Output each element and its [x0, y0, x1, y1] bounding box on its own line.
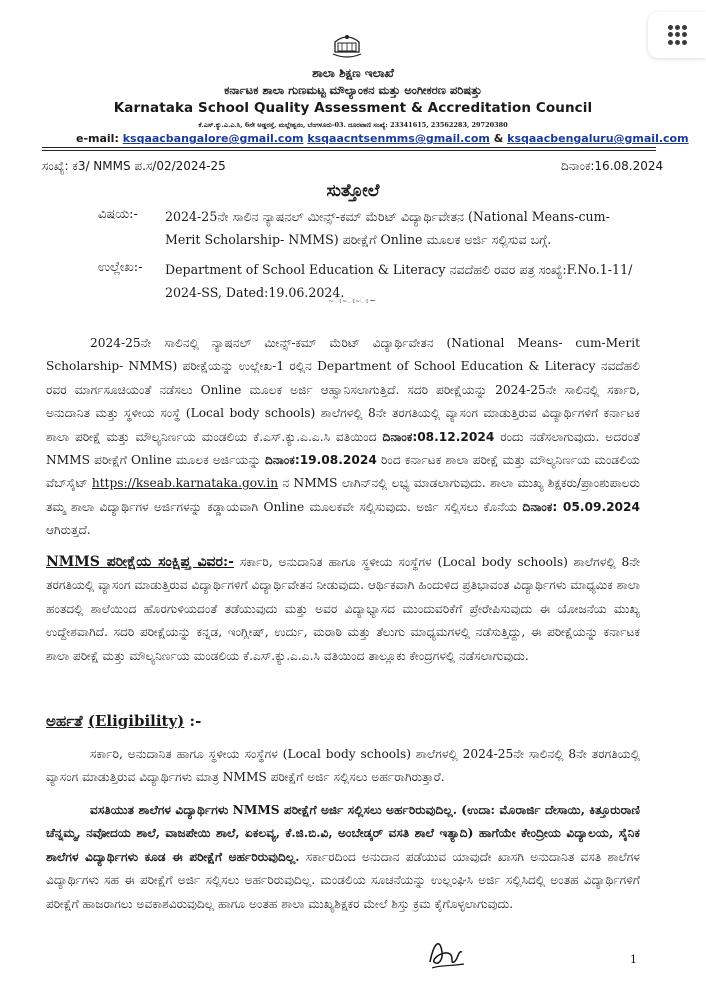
email-label: e-mail: [76, 132, 119, 145]
para1-text-2: ರಂದು ನಡೆಸಲಾಗುವುದು. ಅದರಂತೆ NMMS ಪರೀಕ್ಷೆಗೆ Online ಮೂಲಕ ಅರ್ಜಿಯನ್ನು [46, 429, 641, 468]
para1-text-1: 2024-25ನೇ ಸಾಲಿನಲ್ಲಿ ನ್ಯಾಷನಲ್ ಮೀನ್ಸ್-ಕಮ್ ಮೆರಿಟ್ ವಿದ್ಯಾರ್ಥಿವೇತನ (National Means- cum-Merit Scholarship- NMMS) ಪರೀಕ್ಷೆಯನ್ನು ಉಲ್ಲೇಖ-1 ರಲ್ಲಿನ Department of School Education & Literacy ನವದೆಹಲಿ ರವರ ಮಾರ್ಗಸೂಚಿಯಂತೆ ನಡೆಸಲು Online ಮೂಲಕ ಅರ್ಜಿ ಆಹ್ವಾನಿಸಲಾಗುತ್ತಿದೆ. ಸದರಿ ಪರೀಕ್ಷೆಯನ್ನು 2024-25ನೇ ಸಾಲಿನಲ್ಲಿ ಸರ್ಕಾರಿ, ಅನುದಾನಿತ ಮತ್ತು ಸ್ಥಳೀಯ ಸಂಸ್ಥೆ (Local body schools) ಶಾಲೆಗಳಲ್ಲಿ 8ನೇ ತರಗತಿಯಲ್ಲಿ ವ್ಯಾಸಂಗ ಮಾಡುತ್ತಿರುವ ವಿದ್ಯಾರ್ಥಿಗಳಿಗೆ ಕರ್ನಾಟಕ ಶಾಲಾ ಪರೀಕ್ಷೆ ಮತ್ತು ಮೌಲ್ಯನಿರ್ಣಯ ಮಂಡಲಿಯ ಕೆ.ಎಸ್.ಕ್ಯು.ಎ.ಎ.ಸಿ ವತಿಯಿಂದ [46, 336, 640, 444]
council-name-english: Karnataka School Quality Assessment & Accreditation Council [113, 100, 593, 116]
paragraph-nmms-summary [46, 551, 640, 668]
email-link-2[interactable]: ksqaacntsenmms@gmail.com [307, 132, 490, 145]
circular-heading: ಸುತ್ತೋಲೆ [326, 181, 380, 201]
website-link[interactable]: https://kseab.karnataka.gov.in [91, 476, 279, 491]
reference-text: Department of School Education & Literacy ನವದೆಹಲಿ ರವರ ಪತ್ರ ಸಂಖ್ಯೆ:F.No.1-11/ 2024-SS, Dated:19.06.2024. [165, 262, 633, 300]
paragraph-ineligibility [46, 799, 640, 916]
government-seal-icon [329, 30, 365, 64]
page-menu-button[interactable] [648, 12, 706, 58]
para1-text-3: ರಿಂದ ಕರ್ನಾಟಕ ಶಾಲಾ ಪರೀಕ್ಷೆ ಮತ್ತು ಮೌಲ್ಯನಿರ್ಣಯ ಮಂಡಲಿಯ ವೆಬ್‌ಸೈಟ್ [46, 453, 641, 491]
header-rule-top [42, 147, 656, 148]
nmms-summary-title: NMMS ಪರೀಕ್ಷೆಯ ಸಂಕ್ಷಿಪ್ತ ವಿವರ:- [46, 554, 234, 570]
subject-text: 2024-25ನೇ ಸಾಲಿನ ನ್ಯಾಷನಲ್ ಮೀನ್ಸ್-ಕಮ್ ಮೆರಿಟ್ ವಿದ್ಯಾರ್ಥಿವೇತನ (National Means-cum- Merit Scholarship- NMMS) ಪರೀಕ್ಷೆಗೆ Online ಮೂಲಕ ಅರ್ಜಿ ಸಲ್ಲಿಸುವ ಬಗ್ಗೆ. [165, 209, 610, 247]
email-line [76, 132, 689, 145]
application-last-date: ದಿನಾಂಕ: 05.09.2024 [522, 499, 640, 514]
subject-label: ವಿಷಯ:- [98, 207, 138, 222]
signature-icon [424, 932, 468, 974]
page-number: 1 [630, 953, 637, 966]
reference-label: ಉಲ್ಲೇಖ:- [98, 260, 143, 275]
email-link-3[interactable]: ksqaacbengaluru@gmail.com [507, 132, 689, 145]
reference-date: ದಿನಾಂಕ:16.08.2024 [561, 159, 664, 173]
ineligibility-bold-text: ವಸತಿಯುತ ಶಾಲೆಗಳ ವಿದ್ಯಾರ್ಥಿಗಳು NMMS ಪರೀಕ್ಷೆಗೆ ಅರ್ಜಿ ಸಲ್ಲಿಸಲು ಅರ್ಹರಿರುವುದಿಲ್ಲ. (ಉದಾ: ಮೊರಾರ್ಜಿ ದೇಸಾಯಿ, ಕಿತ್ತೂರುರಾಣಿ ಚೆನ್ನಮ್ಮ, ನವೋದಯ ಶಾಲೆ, ವಾಜಪೇಯಿ ಶಾಲೆ, ಏಕಲವ್ಯ, ಕೆ.ಜಿ.ಬಿ.ವಿ, ಅಂಬೇಡ್ಕರ್ ವಸತಿ ಶಾಲೆ ಇತ್ಯಾದಿ) ಹಾಗೆಯೇ ಕೇಂದ್ರೀಯ ವಿದ್ಯಾಲಯ, ಸೈನಿಕ ಶಾಲೆಗಳ ವಿದ್ಯಾರ್ಥಿಗಳು ಕೂಡ ಈ ಪರೀಕ್ಷೆಗೆ ಅರ್ಹರಿರುವುದಿಲ್ಲ. [46, 803, 640, 864]
council-name-kannada: ಕರ್ನಾಟಕ ಶಾಲಾ ಗುಣಮಟ್ಟ ಮೌಲ್ಯಾಂಕನ ಮತ್ತು ಅಂಗೀಕರಣ ಪರಿಷತ್ತು [224, 83, 482, 97]
grid-dots-icon [668, 25, 688, 45]
department-name: ಶಾಲಾ ಶಿಕ್ಷಣ ಇಲಾಖೆ [312, 66, 394, 80]
header-rule-bottom [42, 150, 656, 151]
email-link-1[interactable]: ksqaacbangalore@gmail.com [122, 132, 304, 145]
eligibility-heading [46, 712, 201, 730]
eligibility-heading-kannada: ಅರ್ಹತೆ [46, 712, 83, 730]
reference-number: ಸಂಖ್ಯೆ: ಕ3/ NMMS ಪ.ಸ/02/2024-25 [42, 159, 226, 173]
nmms-summary-text: ಸರ್ಕಾರಿ, ಅನುದಾನಿತ ಹಾಗೂ ಸ್ಥಳೀಯ ಸಂಸ್ಥೆಗಳ (Local body schools) ಶಾಲೆಗಳಲ್ಲಿ 8ನೇ ತರಗತಿಯಲ್ಲಿ ವ್ಯಾಸಂಗ ಮಾಡುತ್ತಿರುವ ವಿದ್ಯಾರ್ಥಿಗಳಿಗೆ ವಿದ್ಯಾರ್ಥಿವೇತನ ನೀಡುವುದು. ಆರ್ಥಿಕವಾಗಿ ಹಿಂದುಳಿದ ಪ್ರತಿಭಾವಂತ ವಿದ್ಯಾರ್ಥಿಗಳು ಮಾಧ್ಯಮಿಕ ಶಾಲಾ ಹಂತದಲ್ಲಿ ಶಾಲೆಯಿಂದ ಹೊರಗುಳಿಯದಂತೆ ತಡೆಯುವುದು ಮತ್ತು ಅವರ ವಿದ್ಯಾಭ್ಯಾಸದ ಮುಂದುವರಿಕೆಗೆ ಪ್ರೇರೇಪಿಸುವುದು ಈ ಯೋಜನೆಯ ಮುಖ್ಯ ಉದ್ದೇಶವಾಗಿದೆ. ಸದರಿ ಪರೀಕ್ಷೆಯನ್ನು ಕನ್ನಡ, ಇಂಗ್ಲೀಷ್, ಉರ್ದು, ಮರಾಠಿ ಮತ್ತು ತೆಲುಗು ಮಾಧ್ಯಮಗಳಲ್ಲಿ ನಡೆಸುತ್ತಿದ್ದು, ಈ ಪರೀಕ್ಷೆಯನ್ನು ಕರ್ನಾಟಕ ಶಾಲಾ ಪರೀಕ್ಷೆ ಮತ್ತು ಮೌಲ್ಯನಿರ್ಣಯ ಮಂಡಲಿಯ ಕೆ.ಎಸ್.ಕ್ಯು.ಎ.ಎ.ಸಿ ವತಿಯಿಂದ ತಾಲ್ಲೂಕು ಕೇಂದ್ರಗಳಲ್ಲಿ ನಡೆಸಲಾಗುವುದು. [46, 555, 640, 663]
application-start-date: ದಿನಾಂಕ:19.08.2024 [264, 453, 377, 468]
para1-text-5: ಆಗಿರುತ್ತದೆ. [46, 523, 91, 538]
section-divider: ~ಃ~ಃ~ಃ~ [329, 296, 377, 305]
eligibility-heading-english: (Eligibility) [87, 712, 185, 730]
paragraph-announcement [46, 332, 640, 543]
council-address: ಕೆ.ಎಸ್.ಕ್ಯು.ಎ.ಎ.ಸಿ, 6ನೇ ಅಡ್ಡರಸ್ತೆ, ಮಲ್ಲೇಶ್ವರಂ, ಬೆಂಗಳೂರು-03. ದೂರವಾಣಿ ಸಂಖ್ಯೆ: 23341615, 23562283, 29720380 [198, 121, 508, 129]
eligibility-heading-suffix: :- [189, 712, 202, 730]
email-separator: & [493, 132, 504, 145]
ineligibility-text: ಸರ್ಕಾರದಿಂದ ಅನುದಾನ ಪಡೆಯುವ ಯಾವುದೇ ಖಾಸಗಿ ಅನುದಾನಿತ ವಸತಿ ಶಾಲೆಗಳ ವಿದ್ಯಾರ್ಥಿಗಳು ಸಹ ಈ ಪರೀಕ್ಷೆಗೆ ಅರ್ಜಿ ಸಲ್ಲಿಸಲು ಅರ್ಹರಿರುವುದಿಲ್ಲ. ಮಂಡಲಿಯ ಸೂಚನೆಯನ್ನು ಉಲ್ಲಂಘಿಸಿ ಅರ್ಜಿ ಸಲ್ಲಿಸಿದಲ್ಲಿ ಅಂತಹ ವಿದ್ಯಾರ್ಥಿಗಳಿಗೆ ಪರೀಕ್ಷೆಗೆ ಹಾಜರಾಗಲು ಅವಕಾಶವಿರುವುದಿಲ್ಲ ಹಾಗೂ ಅಂತಹ ಶಾಲಾ ಮುಖ್ಯಶಿಕ್ಷಕರ ಮೇಲೆ ಶಿಸ್ತು ಕ್ರಮ ಕೈಗೊಳ್ಳಲಾಗುವುದು. [46, 849, 640, 911]
exam-date: ದಿನಾಂಕ:08.12.2024 [382, 429, 495, 444]
para1-text-4: ನ NMMS ಲಾಗಿನ್‌ನಲ್ಲಿ ಲಭ್ಯ ಮಾಡಲಾಗುವುದು. ಶಾಲಾ ಮುಖ್ಯ ಶಿಕ್ಷಕರು/ಪ್ರಾಂಶುಪಾಲರು ತಮ್ಮ ಶಾಲಾ ವಿದ್ಯಾರ್ಥಿಗಳ ಅರ್ಜಿಗಳನ್ನು ಕಡ್ಡಾಯವಾಗಿ Online ಮೂಲಕವೇ ಸಲ್ಲಿಸುವುದು. ಅರ್ಜಿ ಸಲ್ಲಿಸಲು ಕೊನೆಯ [46, 476, 641, 514]
paragraph-eligibility: ಸರ್ಕಾರಿ, ಅನುದಾನಿತ ಹಾಗೂ ಸ್ಥಳೀಯ ಸಂಸ್ಥೆಗಳ (Local body schools) ಶಾಲೆಗಳಲ್ಲಿ 2024-25ನೇ ಸಾಲಿನಲ್ಲಿ 8ನೇ ತರಗತಿಯಲ್ಲಿ ವ್ಯಾಸಂಗ ಮಾಡುತ್ತಿರುವ ವಿದ್ಯಾರ್ಥಿಗಳು ಮಾತ್ರ NMMS ಪರೀಕ್ಷೆಗೆ ಅರ್ಜಿ ಸಲ್ಲಿಸಲು ಅರ್ಹರಾಗಿರುತ್ತಾರೆ. [46, 747, 640, 785]
